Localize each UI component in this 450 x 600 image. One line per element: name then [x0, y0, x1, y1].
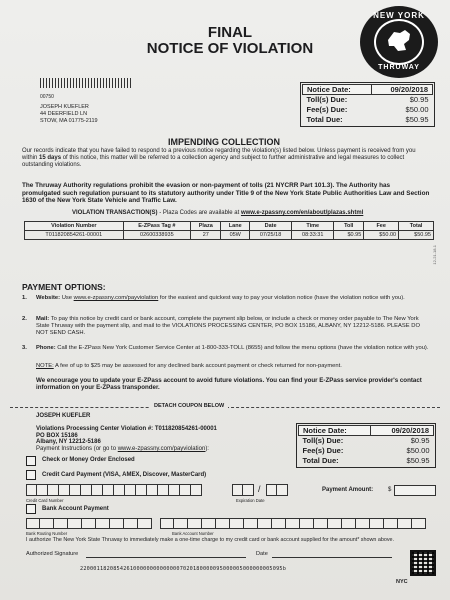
- col-toll: Toll: [334, 222, 364, 231]
- total-due-value: $50.95: [405, 115, 429, 124]
- tolls-due-label: Toll(s) Due:: [306, 95, 348, 105]
- col-fee: Fee: [364, 222, 399, 231]
- fees-due-value: $50.00: [405, 105, 429, 114]
- recipient-street: 44 DEERFIELD LN: [40, 111, 88, 117]
- scanline-number: 2200011820854261000000000000007020180000095000005000000005095b: [80, 566, 287, 572]
- impending-collection-heading: IMPENDING COLLECTION: [168, 137, 280, 147]
- plaza-codes-link[interactable]: www.e-zpassny.com/en/about/plazas.shtml: [240, 210, 364, 216]
- bank-account-label: Bank Account Payment: [42, 506, 109, 512]
- payment-amount-input[interactable]: [394, 485, 436, 496]
- notice-date-value: 09/20/2018: [372, 85, 433, 95]
- notice-summary-box: [300, 82, 435, 127]
- payviolation-link[interactable]: www.e-zpassny.com/payviolation: [73, 295, 159, 301]
- new-york-state-icon: [384, 26, 414, 56]
- credit-card-checkbox[interactable]: [26, 470, 36, 480]
- side-margin-code: 12-21-18-1: [432, 245, 437, 265]
- violation-transactions-table: [24, 221, 434, 240]
- col-lane: Lane: [221, 222, 249, 231]
- thruway-seal-logo: [360, 6, 438, 78]
- qr-code: [410, 550, 436, 576]
- payment-amount-dollar: $: [388, 487, 392, 493]
- col-violation-number: Violation Number: [25, 222, 124, 231]
- recipient-city: STOW, MA 01775-2119: [40, 118, 98, 124]
- payment-option-mail: 2. Mail: To pay this notice by credit card or bank account, complete the payment slip below, or include a check or money order payable to The New York State Thruway with the payment slip, and mail to the VIOLATIONS PROCESSING CENTER, PO BOX 15186, ALBANY, NY 12212-5186. PLEASE DO NOT SEND CASH.: [22, 316, 420, 336]
- expiration-slash: /: [258, 484, 261, 494]
- payment-options-heading: PAYMENT OPTIONS:: [22, 282, 106, 292]
- total-due-label: Total Due:: [306, 115, 343, 124]
- coupon-summary-box: Notice Date: 09/20/2018 Toll(s) Due: $0.95 Fee(s) Due: $50.00 Total Due: $50.95: [296, 423, 436, 468]
- bank-account-checkbox[interactable]: [26, 504, 36, 514]
- impending-collection-text: Our records indicate that you have failed to respond to a previous notice regarding the violation(s) listed below. Unless payment is received from you within 15 days of this notice, this matter will be referred to a collection agency and subject to further administrative and legal measures to collect outstanding violations.: [22, 148, 416, 169]
- col-total: Total: [399, 222, 434, 231]
- recipient-name: JOSEPH KUEFLER: [40, 104, 89, 110]
- processing-center-address: Violations Processing Center Violation #: T011820854261-00001 PO BOX 15186 Albany, NY 12212-5186 Payment Instructions (or go to www.e-zpassny.com/payviolation):: [36, 426, 217, 452]
- expiration-date-field[interactable]: [232, 484, 254, 496]
- coupon-recipient-name: JOSEPH KUEFLER: [36, 413, 91, 419]
- payment-amount-label: Payment Amount:: [322, 487, 374, 493]
- credit-card-number-field[interactable]: [26, 484, 202, 496]
- violation-transactions-heading: VIOLATION TRANSACTION(S) - Plaza Codes are available at www.e-zpassny.com/en/about/plazas.shtml: [72, 210, 364, 216]
- fees-due-label: Fee(s) Due:: [306, 105, 348, 114]
- expiration-date-caption: Expiration Date: [236, 498, 265, 503]
- ezpass-encouragement: We encourage you to update your E-ZPass account to avoid future violations. You can find your E-ZPass service provider's contact information on your E-ZPass transponder.: [36, 377, 422, 392]
- col-plaza: Plaza: [191, 222, 221, 231]
- date-line[interactable]: [272, 557, 392, 558]
- seal-text-top: NEW YORK: [373, 11, 425, 20]
- notice-title-line1: FINAL: [207, 24, 253, 41]
- fee-note: NOTE: A fee of up to $25 may be assessed for any declined bank account payment or check returned for non-payment.: [36, 363, 342, 369]
- col-ezpass-tag: E-ZPass Tag #: [123, 222, 190, 231]
- detach-coupon-label: DETACH COUPON BELOW: [150, 403, 228, 409]
- mail-barcode: [40, 78, 132, 88]
- payment-option-phone: 3. Phone: Call the E-ZPass New York Customer Service Center at 1-800-333-TOLL (8655) and follow the menu options (have the violation notice with you).: [22, 345, 429, 351]
- bank-account-number-field[interactable]: [160, 518, 426, 529]
- seal-text-bottom: THRUWAY: [378, 64, 420, 71]
- table-row: T011820854261-00001 02600338935 27 05W 07/25/18 08:33:31 $0.95 $50.00 $50.95: [25, 231, 434, 240]
- bank-account-caption: Bank Account Number: [172, 531, 214, 536]
- recipient-address: [40, 94, 98, 125]
- mail-code: 00750: [40, 94, 54, 100]
- payment-option-website: 1. Website: Use www.e-zpassny.com/payviolation for the easiest and quickest way to pay your violation notice (have the violation notice with you).: [22, 295, 405, 301]
- bank-routing-field[interactable]: [26, 518, 152, 529]
- notice-title-line2: NOTICE OF VIOLATION: [146, 40, 314, 57]
- credit-card-label: Credit Card Payment (VISA, AMEX, Discover, MasterCard): [42, 472, 207, 478]
- credit-card-number-caption: Credit Card Number: [26, 498, 64, 503]
- col-date: Date: [249, 222, 291, 231]
- nyc-label: NYC: [396, 579, 408, 585]
- signature-line[interactable]: [86, 557, 246, 558]
- date-label: Date: [256, 551, 268, 557]
- col-time: Time: [292, 222, 334, 231]
- check-money-order-label: Check or Money Order Enclosed: [42, 457, 135, 463]
- authorized-signature-label: Authorized Signature: [26, 551, 79, 557]
- check-money-order-checkbox[interactable]: [26, 456, 36, 466]
- notice-date-label: Notice Date:: [303, 85, 372, 95]
- expiration-year-field[interactable]: [266, 484, 288, 496]
- authority-regulation-text: The Thruway Authority regulations prohibit the evasion or non-payment of tolls (21 NYCRR Part 101.3). The Authority has promulgated such regulation pursuant to its statutory authority under Title 9 of the New York State Public Authorities Law and Section 1630 of the New York State Vehicle and Traffic Law.: [22, 182, 430, 205]
- authorization-text: I authorize The New York State Thruway to immediately make a one-time charge to my credit card or bank account supplied for the amount* shown above.: [26, 537, 395, 543]
- tolls-due-value: $0.95: [409, 95, 429, 105]
- bank-routing-caption: Bank Routing Number: [26, 531, 68, 536]
